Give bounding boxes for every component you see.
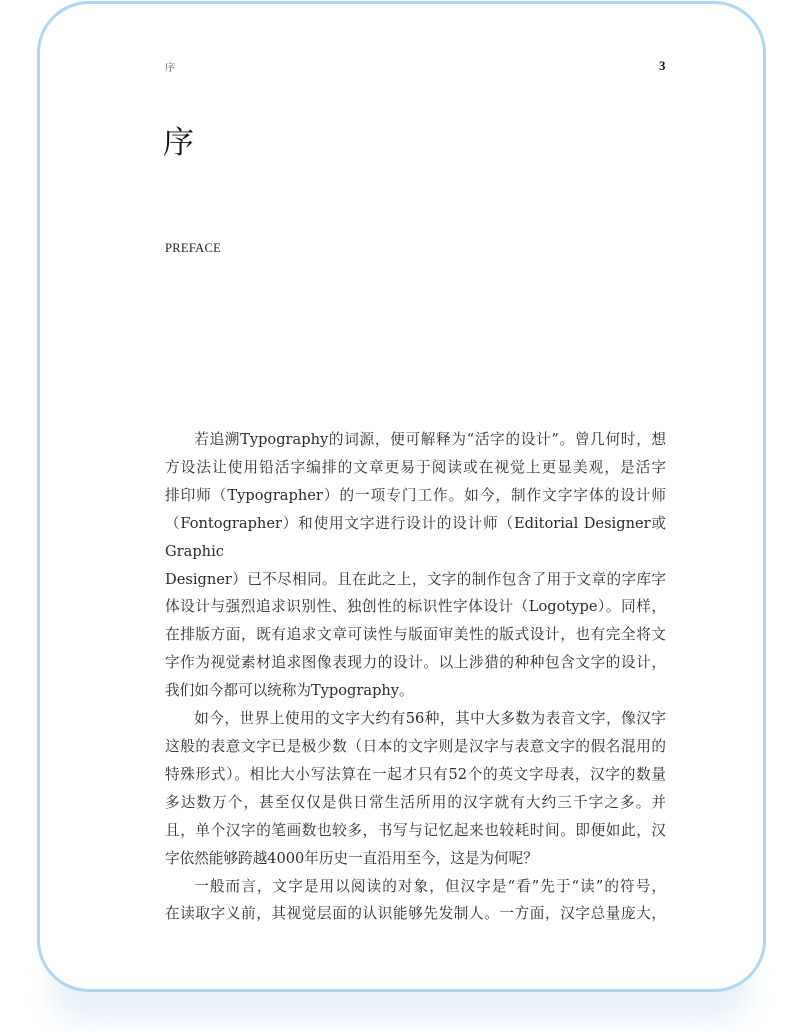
text-line: 若追溯Typography的词源，便可解释为“活字的设计”。曾几何时，想 (194, 431, 666, 448)
paragraph-1 (165, 426, 666, 705)
running-head: 序 (165, 63, 175, 74)
text-line: 在读取字义前，其视觉层面的认识能够先发制人。一方面，汉字总量庞大， (165, 905, 666, 923)
text-line: 方设法让使用铅活字编排的文章更易于阅读或在视觉上更显美观，是活字 (165, 458, 666, 476)
paragraph-2 (165, 705, 666, 872)
text-line: 体设计与强烈追求识别性、独创性的标识性字体设计（Logotype）。同样， (165, 598, 666, 616)
text-line: Designer）已不尽相同。且在此之上，文字的制作包含了用于文章的字库字 (165, 570, 666, 588)
text-line: 我们如今都可以统称为Typography。 (165, 682, 414, 700)
body-text (165, 426, 666, 928)
text-line: 如今，世界上使用的文字大约有56种，其中大多数为表音文字，像汉字 (194, 710, 666, 728)
page-number: 3 (659, 58, 666, 73)
text-line: 这般的表意文字已是极少数（日本的文字则是汉字与表意文字的假名混用的 (165, 737, 666, 755)
text-line: 排印师（Typographer）的一项专门工作。如今，制作文字字体的设计师 (165, 486, 666, 504)
text-line: 特殊形式）。相比大小写法算在一起才只有52个的英文字母表，汉字的数量 (165, 765, 666, 783)
text-line: 在排版方面，既有追求文章可读性与版面审美性的版式设计，也有完全将文 (165, 626, 666, 644)
text-line: 一般而言，文字是用以阅读的对象，但汉字是“看”先于“读”的符号， (194, 877, 666, 895)
text-line: 字依然能够跨越4000年历史一直沿用至今，这是为何呢？ (165, 849, 538, 867)
chapter-subtitle: PREFACE (165, 241, 222, 255)
text-line: 字作为视觉素材追求图像表现力的设计。以上涉猎的种种包含文字的设计， (165, 654, 666, 672)
chapter-title: 序 (163, 125, 194, 161)
text-line: 且，单个汉字的笔画数也较多，书写与记忆起来也较耗时间。即便如此，汉 (165, 821, 666, 839)
text-line: 多达数万个，甚至仅仅是供日常生活所用的汉字就有大约三千字之多。并 (165, 793, 666, 811)
text-line: （Fontographer）和使用文字进行设计的设计师（Editorial Designer或Graphic (165, 514, 666, 560)
paragraph-3 (165, 873, 666, 929)
